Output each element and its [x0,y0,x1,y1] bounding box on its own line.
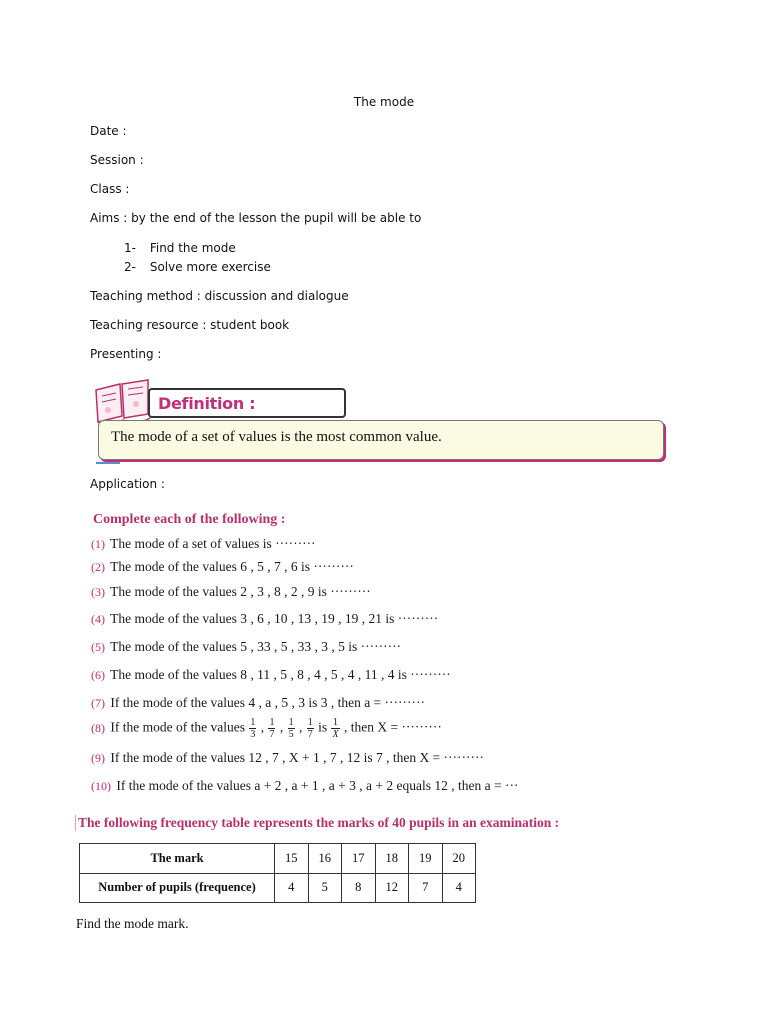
exercises-heading: Complete each of the following : [93,512,286,527]
exercise-text: The mode of the values 5 , 33 , 5 , 33 , 3 , 5 is ········· [110,639,402,654]
exercise-text: If the mode of the values [110,719,245,735]
fraction: $\frac{1}{3}$ [250,717,256,740]
definition-text: The mode of a set of values is the most common value. [111,429,442,445]
date-line: Date : [90,124,127,138]
table-cell: 20 [442,844,476,874]
table-row-label: Number of pupils (frequence) [80,873,275,903]
class-line: Class : [90,182,130,196]
table-cell: 4 [442,873,476,903]
teaching-resource-line: Teaching resource : student book [90,318,290,332]
exercise-number: (7) [91,696,105,710]
exercise-item [91,778,518,794]
application-line: Application : [90,477,165,491]
exercise-item [91,667,451,683]
exercise-number: (4) [91,612,105,626]
exercise-number: (10) [91,779,111,793]
definition-box [92,374,666,462]
exercise-text: The mode of the values 2 , 3 , 8 , 2 , 9 is ········· [110,584,371,599]
table-cell: 19 [409,844,443,874]
table-cell: 15 [275,844,309,874]
table-row [80,873,476,903]
aim-item [124,241,236,255]
fraction: $\frac{1}{X}$ [332,717,339,740]
exercise-text: The mode of the values 8 , 11 , 5 , 8 , 4 , 5 , 4 , 11 , 4 is ········· [110,667,451,682]
table-row-label: The mark [80,844,275,874]
table-cell: 7 [409,873,443,903]
exercise-item [91,639,401,655]
divider [96,462,120,464]
aim-number: 2- [124,260,136,274]
table-heading: The following frequency table represents the marks of 40 pupils in an examination : [75,815,559,831]
fraction: $\frac{1}{7}$ [307,717,313,740]
aim-text: Find the mode [149,241,236,255]
exercise-item [91,559,354,575]
fraction: $\frac{1}{7}$ [269,717,275,740]
exercise-number: (1) [91,537,105,551]
table-cell: 12 [375,873,409,903]
exercise-item [91,536,316,552]
definition-body [98,420,664,460]
exercise-text: The mode of a set of values is ········· [110,536,316,551]
exercise-text: If the mode of the values 12 , 7 , X + 1 , 7 , 12 is 7 , then X = ········· [110,750,485,765]
table-cell: 17 [342,844,376,874]
exercise-text: , then X = ········· [343,719,442,735]
fraction: $\frac{1}{5}$ [288,717,294,740]
table-cell: 4 [275,873,309,903]
definition-label: Definition : [158,394,256,413]
exercise-number: (5) [91,640,105,654]
exercise-item [91,695,425,711]
session-line: Session : [90,153,144,167]
exercise-text: If the mode of the values a + 2 , a + 1 , a + 3 , a + 2 equals 12 , then a = ··· [116,778,519,793]
exercise-text: is [318,719,328,735]
exercise-number: (6) [91,668,105,682]
aim-number: 1- [124,241,136,255]
frequency-table [79,843,476,903]
exercise-item [91,750,484,766]
table-cell: 16 [308,844,342,874]
aim-item [124,260,271,274]
exercise-item [91,611,438,627]
question-text: Find the mode mark. [76,916,189,931]
exercise-number: (2) [91,560,105,574]
aim-text: Solve more exercise [149,260,271,274]
exercise-item [91,584,371,600]
exercise-number: (9) [91,751,105,765]
exercise-item: (8) If the mode of the values $\frac{1}{3}$ , $\frac{1}{7}$ , $\frac{1}{5}$ , $\frac{1}{7}$ is $\frac{1}{X}$ , then X = ········· [91,717,442,740]
exercise-text: The mode of the values 6 , 5 , 7 , 6 is ········· [110,559,354,574]
table-cell: 5 [308,873,342,903]
exercise-text: The mode of the values 3 , 6 , 10 , 13 , 19 , 19 , 21 is ········· [110,611,439,626]
table-cell: 8 [342,873,376,903]
page-title: The mode [353,95,415,109]
presenting-line: Presenting : [90,347,162,361]
teaching-method-line: Teaching method : discussion and dialogue [90,289,349,303]
exercise-number: (8) [91,720,105,735]
table-row [80,844,476,874]
exercise-text: If the mode of the values 4 , a , 5 , 3 is 3 , then a = ········· [110,695,426,710]
exercise-number: (3) [91,585,105,599]
aims-line: Aims : by the end of the lesson the pupil will be able to [90,211,422,225]
table-cell: 18 [375,844,409,874]
